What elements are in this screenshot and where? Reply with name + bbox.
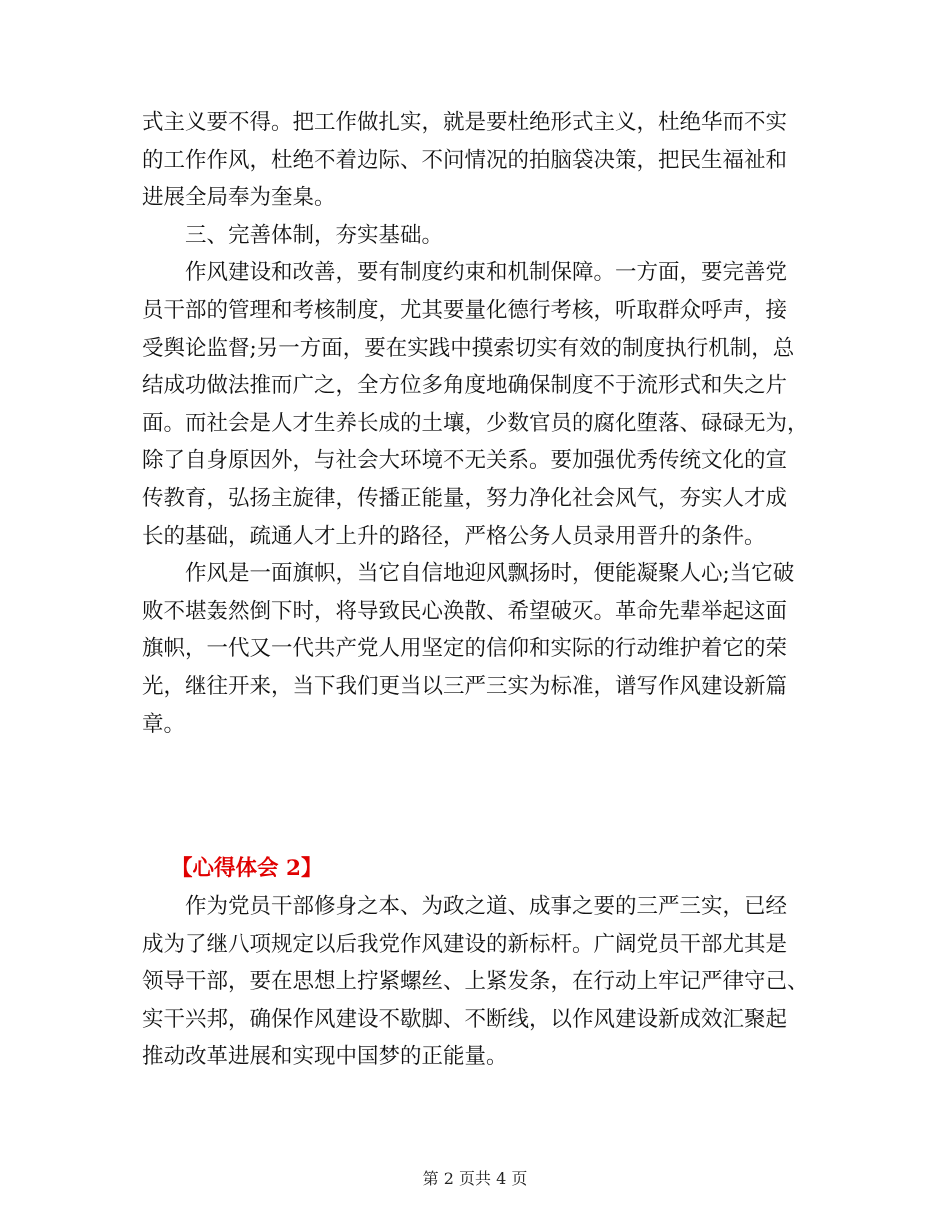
text-line: 光，继往开来，当下我们更当以三严三实为标准，谱写作风建设新篇 bbox=[142, 673, 788, 699]
text-line: 三、完善体制，夯实基础。 bbox=[185, 222, 444, 248]
paragraph-banner bbox=[142, 555, 802, 743]
section-heading-3 bbox=[142, 217, 802, 255]
text-line: 作风建设和改善，要有制度约束和机制保障。一方面，要完善党 bbox=[185, 260, 788, 286]
text-line: 的工作作风，杜绝不着边际、不问情况的拍脑袋决策，把民生福祉和 bbox=[142, 147, 788, 173]
text-line: 推动改革进展和实现中国梦的正能量。 bbox=[142, 1044, 508, 1070]
text-line: 领导干部，要在思想上拧紧螺丝、上紧发条，在行动上牢记严律守己、 bbox=[142, 969, 809, 995]
text-line: 长的基础，疏通人才上升的路径，严格公务人员录用晋升的条件。 bbox=[142, 523, 766, 549]
text-line: 传教育，弘扬主旋律，传播正能量，努力净化社会风气，夯实人才成 bbox=[142, 485, 788, 511]
text-line: 旗帜，一代又一代共产党人用坚定的信仰和实际的行动维护着它的荣 bbox=[142, 636, 788, 662]
paragraph-continuation bbox=[142, 104, 802, 217]
text-line: 成为了继八项规定以后我党作风建设的新标杆。广阔党员干部尤其是 bbox=[142, 931, 788, 957]
text-line: 受舆论监督;另一方面，要在实践中摸索切实有效的制度执行机制，总 bbox=[142, 335, 795, 361]
text-line: 面。而社会是人才生养长成的土壤，少数官员的腐化堕落、碌碌无为， bbox=[142, 410, 809, 436]
text-line: 结成功做法推而广之，全方位多角度地确保制度不于流形式和失之片 bbox=[142, 373, 788, 399]
body-text-section-1 bbox=[142, 104, 809, 743]
section-heading-experience-2: 【心得体会 2】 bbox=[171, 856, 323, 881]
text-line: 作风是一面旗帜，当它自信地迎风飘扬时，便能凝聚人心;当它破 bbox=[185, 561, 795, 587]
text-line: 实干兴邦，确保作风建设不歇脚、不断线，以作风建设新成效汇聚起 bbox=[142, 1006, 788, 1032]
text-line: 进展全局奉为奎臬。 bbox=[142, 185, 336, 211]
text-line: 除了自身原因外，与社会大环境不无关系。要加强优秀传统文化的宣 bbox=[142, 448, 788, 474]
page-number-footer: 第 2 页共 4 页 bbox=[422, 1169, 528, 1188]
text-line: 式主义要不得。把工作做扎实，就是要杜绝形式主义，杜绝华而不实 bbox=[142, 110, 788, 135]
text-line: 作为党员干部修身之本、为政之道、成事之要的三严三实，已经 bbox=[185, 894, 788, 919]
text-line: 败不堪轰然倒下时，将导致民心涣散、希望破灭。革命先辈举起这面 bbox=[142, 598, 788, 624]
text-line: 章。 bbox=[142, 711, 186, 737]
text-line: 员干部的管理和考核制度，尤其要量化德行考核，听取群众呼声，接 bbox=[142, 297, 788, 323]
paragraph-three-stricts bbox=[142, 888, 809, 1076]
body-text-section-2 bbox=[142, 888, 809, 1076]
paragraph-system bbox=[142, 254, 809, 555]
